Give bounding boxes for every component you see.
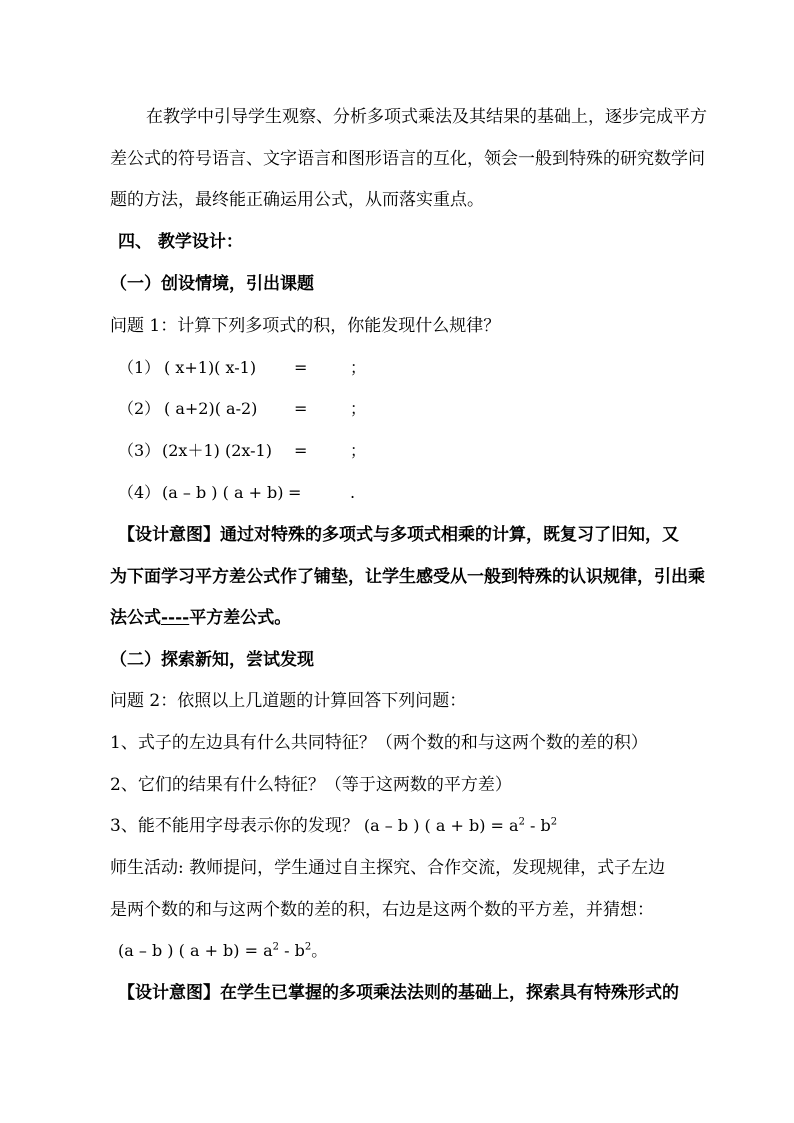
part2-item-3-text: 3、能不能用字母表示你的发现？ xyxy=(110,816,359,836)
formula-exponent: 2 xyxy=(518,816,525,828)
formula-left: (a – b ) ( a + b) = a xyxy=(118,941,273,960)
formula-mid: - b xyxy=(279,941,305,960)
design-intent-text: 通过对特殊的多项式与多项式相乘的计算，既复习了旧知，又 xyxy=(220,525,679,545)
activity-line-2: 是两个数的和与这两个数的差的积，右边是这两个数的平方差，并猜想： xyxy=(110,900,654,920)
part1-heading: （一）创设情境，引出课题 xyxy=(110,274,314,294)
formula-mid: - b xyxy=(524,816,551,835)
intro-line-1: 在教学中引导学生观察、分析多项式乘法及其结果的基础上，逐步完成平方 xyxy=(146,107,707,127)
equals-sign: = xyxy=(294,399,308,418)
equation-number: （3） xyxy=(118,441,161,460)
formula-left: (a – b ) ( a + b) = a xyxy=(358,816,519,835)
formula-exponent: 2 xyxy=(272,941,280,953)
equation-number: （4） xyxy=(118,483,161,502)
equation-expression: (a – b ) ( a + b) xyxy=(162,483,284,502)
formula-exponent: 2 xyxy=(550,816,558,828)
section-heading: 四、 教学设计： xyxy=(118,232,243,252)
equals-sign: = xyxy=(294,358,308,377)
design-intent-1-line-2: 为下面学习平方差公式作了铺垫，让学生感受从一般到特殊的认识规律，引出乘 xyxy=(110,567,705,587)
design-intent-label: 【设计意图】 xyxy=(118,983,220,1003)
equation-end: ； xyxy=(350,358,367,377)
formula-exponent: 2 xyxy=(304,941,312,953)
equals-sign: = xyxy=(288,483,302,502)
part2-item-1: 1、式子的左边具有什么共同特征？（两个数的和与这两个数的差的积） xyxy=(110,733,648,753)
design-intent-label: 【设计意图】 xyxy=(118,525,220,545)
equation-end: . xyxy=(350,483,356,502)
conjecture-formula xyxy=(118,940,327,962)
design-intent-1-line-1 xyxy=(118,524,679,546)
equation-end: ； xyxy=(350,441,367,460)
equation-number: （2） xyxy=(118,399,161,418)
part2-heading: （二）探索新知，尝试发现 xyxy=(110,650,314,670)
part1-question: 问题 1：计算下列多项式的积，你能发现什么规律？ xyxy=(110,316,501,336)
part2-question: 问题 2：依照以上几道题的计算回答下列问题： xyxy=(110,691,467,711)
part2-item-2: 2、它们的结果有什么特征？（等于这两数的平方差） xyxy=(110,775,512,795)
design-intent-text: 在学生已掌握的多项乘法法则的基础上，探索具有特殊形式的 xyxy=(220,983,679,1003)
activity-line-1: 师生活动: 教师提问，学生通过自主探究、合作交流，发现规律，式子左边 xyxy=(110,858,666,878)
formula-end: 。 xyxy=(311,941,328,960)
design-intent-1-line-3 xyxy=(110,607,291,629)
design-intent-2-line-1 xyxy=(118,982,679,1004)
design-intent-text: 法公式 xyxy=(110,608,161,628)
equals-sign: = xyxy=(294,441,308,460)
equation-end: ； xyxy=(350,399,367,418)
equation-number: （1） xyxy=(118,358,161,377)
intro-line-2: 差公式的符号语言、文字语言和图形语言的互化，领会一般到特殊的研究数学问 xyxy=(110,149,705,169)
equation-expression: ( a+2)( a-2) xyxy=(164,399,258,418)
intro-line-3: 题的方法，最终能正确运用公式，从而落实重点。 xyxy=(110,190,484,210)
part2-item-3 xyxy=(110,815,557,837)
equation-expression: (2x＋1) (2x-1) xyxy=(162,441,272,460)
design-intent-dash: ---- xyxy=(161,608,190,628)
equation-expression: ( x+1)( x-1) xyxy=(164,358,257,377)
design-intent-text: 平方差公式。 xyxy=(189,608,292,628)
